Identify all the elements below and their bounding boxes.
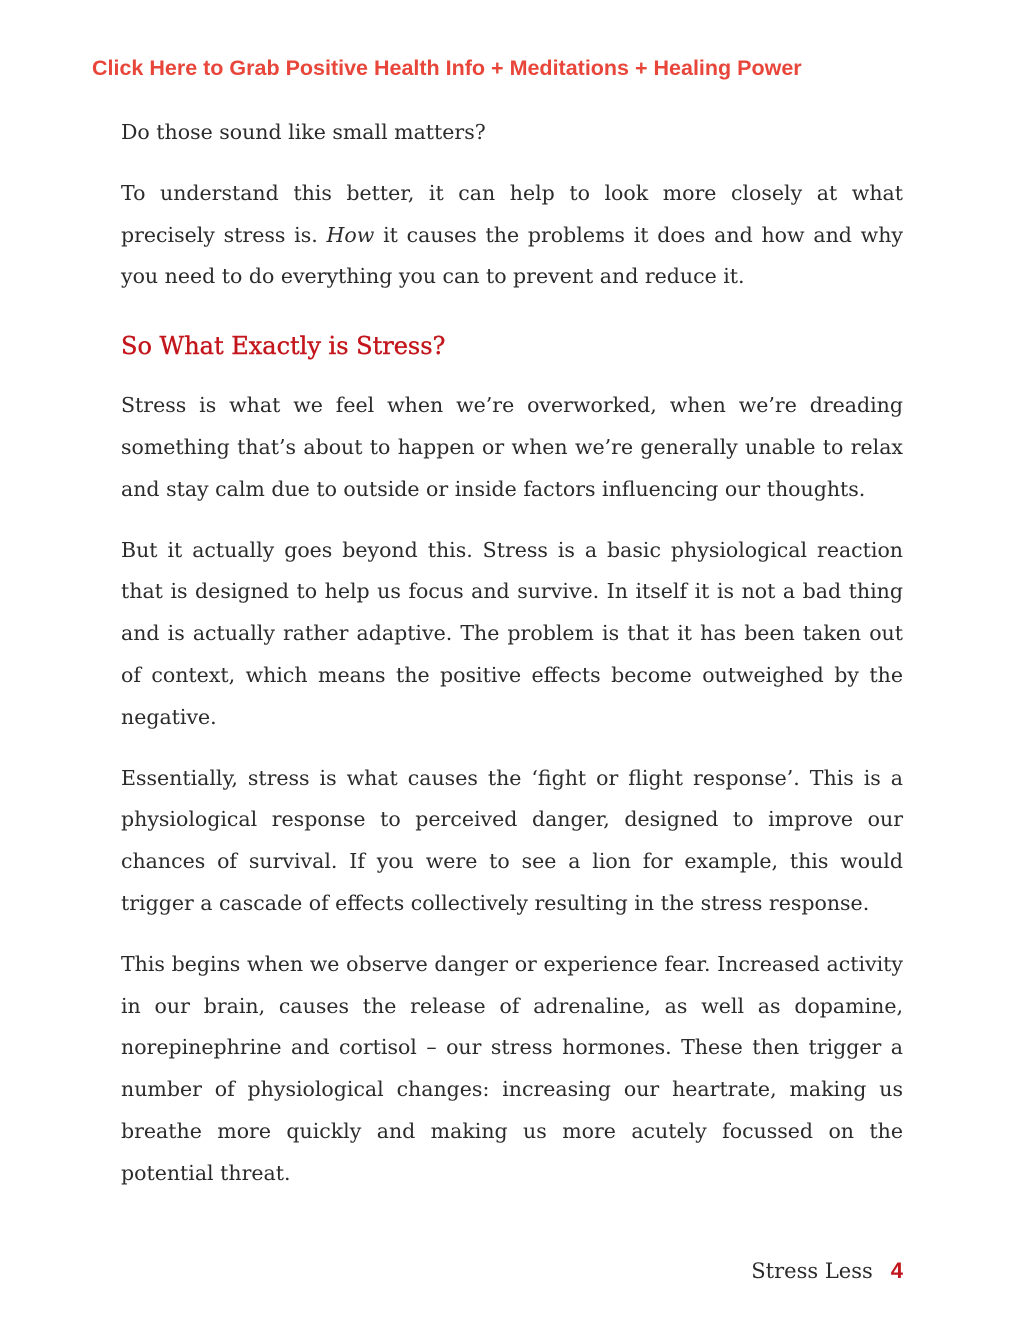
emphasis-how: How	[326, 222, 375, 247]
paragraph-understand-start: To understand this better, it can help to look more closely at what precisely stress is.	[121, 180, 903, 247]
footer-book-title: Stress Less	[751, 1259, 873, 1283]
paragraph-fight-or-flight: Essentially, stress is what causes the ‘fight or flight response’. This is a physiological response to perceived danger, designed to improve our chances of survival. If you were to see a lion for example, this would trigger a cascade of effects collectively resulting in the stress response.	[121, 765, 903, 915]
paragraph-understand	[121, 173, 903, 298]
section-heading: So What Exactly is Stress?	[121, 332, 446, 361]
paragraph-intro: Do those sound like small matters?	[121, 120, 486, 144]
page-content	[121, 112, 903, 1195]
paragraph-physiological: But it actually goes beyond this. Stress is a basic physiological reaction that is designed to help us focus and survive. In itself it is not a bad thing and is actually rather adaptive. The problem is that it has been taken out of context, which means the positive effects become outweighed by the negative.	[121, 537, 903, 729]
paragraph-definition: Stress is what we feel when we’re overworked, when we’re dreading something that’s about to happen or when we’re generally unable to relax and stay calm due to outside or inside factors influencing our thoughts.	[121, 393, 903, 501]
paragraph-understand-end: it causes the problems it does and how and why you need to do everything you can to prevent and reduce it.	[121, 222, 903, 289]
page-number: 4	[890, 1258, 903, 1283]
promo-link[interactable]: Click Here to Grab Positive Health Info + Meditations + Healing Power	[92, 56, 802, 80]
paragraph-hormones: This begins when we observe danger or experience fear. Increased activity in our brain, causes the release of adrenaline, as well as dopamine, norepinephrine and cortisol – our stress hormones. These then trigger a number of physiological changes: increasing our heartrate, making us breathe more quickly and making us more acutely focussed on the potential threat.	[121, 951, 903, 1185]
page-footer	[751, 1256, 903, 1286]
